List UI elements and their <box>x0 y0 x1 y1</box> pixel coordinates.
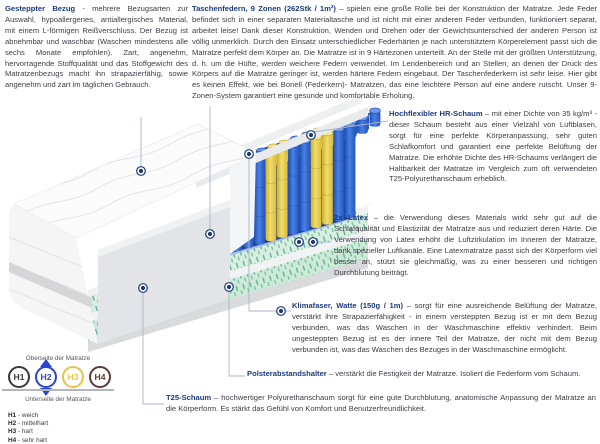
hardness-circle-h3: H3 <box>62 366 84 388</box>
callout-dot-polster <box>225 283 234 292</box>
section-klimafaser: Klimafaser, Watte (150g / 1m) – sorgt für eine ausreichende Belüftung der Matratze, verstärkt ihre Strapazierfähigkeit - in einem versteppten Bezug ist er mit dem Bezug verbunden, was das Waschen in der Waschmaschine effektiv verhindert. Beim ungesteppten Bezug ist es der innere Teil der Matratze, der nicht mit dem Bezug verbunden ist, was das Waschen des Bezuges in der Waschmaschine ermöglicht. <box>292 301 597 354</box>
section-body: die Verwendung dieses Materials wirkt sehr gut auf die Schlafqualität und Elastizität der Matratze aus und reduziert deren Härte. Die Verwendung von Latex erhöht die Luftzirkulation im Inneren der Matratze, dank spezieller Luftkanäle. Eine Latexmatratze passt sich der Körperform viel besser an, stützt sie gleichmäßig, was zu einer besseren und richtigen Durchblutung beiträgt. <box>334 213 597 277</box>
section-heading: Taschenfedern, 9 Zonen (262Stk / 1m²) <box>192 4 336 13</box>
callout-dot-hr-foam <box>307 131 316 140</box>
section-polsterabstandshalter: Polsterabstandshalter – verstärkt die Festigkeit der Matratze. Isoliert die Federform vom Schaum. <box>247 369 581 378</box>
legend-baseline <box>2 389 114 391</box>
section-body: verstärkt die Festigkeit der Matratze. Isoliert die Federform vom Schaum. <box>335 369 581 378</box>
section-heading: 2x Latex <box>334 213 369 222</box>
hardness-list-item: H3 - hart <box>8 428 33 436</box>
section-body: mit einer Dichte von 35 kg/m³ - dieser Schaum besteht aus einer Vielzahl von Luftblasen, sorgt für eine perfekte Körperanpassung, sehr guten Schlafkomfort und garantiert eine perfekte Belüftung der Matratze. Die erhöhte Dichte des HR-Schaums verlängert die Haltbarkeit der Matratze im Vergleich zum oft verwendeten T25-Polyurethanschaum erheblich. <box>389 109 597 184</box>
hardness-circle-h2-selected: H2 <box>35 366 57 388</box>
section-body: mehrere Bezugsarten zur Auswahl, hypoallergenes, antiallergisches Material, mit einem L-förmigen Reißverschluss. Der Bezug ist abnehmbar und waschbar (Waschen mindestens alle sechs Monate empfohlen). Zart, angenehm, hervorragende Stoffqualität und das Stoffgewicht des Matratzenbezugs macht ihn strapazierfähig, sowie angenehm und zart im täglichen Gebrauch. <box>5 4 189 90</box>
section-body: spielen eine große Rolle bei der Konstruktion der Matratze. Jede Feder befindet sich in einer separaten Materialtasche und ist nicht mit einer anderen Feder verbunden, funktioniert separat, arbeitet leise! Dank dieser Konstruktion, Wenden und Drehen oder der Gewichtsunterschied der anderen Person ist völlig unmerklich. Durch den Einsatz unterschiedlicher Federhärten je nach unterstütztem Körperelement passt sich die Matratze perfekt dem Körper an. Die Matratze ist in 9 Härtezonen unterteilt. An der Stelle mit der größten Unterstützung, d. h. um die Hüfte, werden weichere Federn verwendet. Im Lendenbereich und an Stellen, an denen der Druck des Körpers auf die Matratze geringer ist, werden härtere Federn eingebaut. Der Taschenfederkern ist sehr leise. Hier gibt es keinen Effekt, wie bei Bonell (Federkern)- Matratzen, das eine leichtere Person auf eine andere rutscht. Unser 9-Zonen-System garantiert eine gesunde und komfortable Erholung. <box>192 4 597 101</box>
section-body: hochwertiger Polyurethanschaum sorgt für eine gute Durchblutung, anatomische Anpassung der Matratze an die Körperform. Es stärkt das Gefühl von Komfort und Benutzerfreundlichkeit. <box>166 393 596 413</box>
section-hr-schaum: Hochflexibler HR-Schaum – mit einer Dichte von 35 kg/m³ - dieser Schaum besteht aus einer Vielzahl von Luftblasen, sorgt für eine perfekte Körperanpassung, sehr guten Schlafkomfort und garantiert eine perfekte Belüftung der Matratze. Die erhöhte Dichte des HR-Schaums verlängert die Haltbarkeit der Matratze im Vergleich zum oft verwendeten T25-Polyurethanschaum erheblich. <box>389 109 597 184</box>
section-t25-schaum: T25-Schaum – hochwertiger Polyurethanschaum sorgt für eine gute Durchblutung, anatomische Anpassung der Matratze an die Körperform. Es stärkt das Gefühl von Komfort und Benutzerfreundlichkeit. <box>166 393 596 413</box>
hardness-legend <box>0 350 132 444</box>
hardness-list-item: H4 - sehr hart <box>8 436 48 444</box>
section-heading: Polsterabstandshalter <box>247 369 327 378</box>
section-gesteppter-bezug: Gesteppter Bezug - mehrere Bezugsarten zur Auswahl, hypoallergenes, antiallergisches Material, mit einem L-förmigen Reißverschluss. Der Bezug ist abnehmbar und waschbar (Waschen mindestens alle sechs Monate empfohlen). Zart, angenehm, hervorragende Stoffqualität und das Stoffgewicht des Matratzenbezugs macht ihn strapazierfähig, sowie angenehm und zart im täglichen Gebrauch. <box>5 4 189 90</box>
callout-dot-latex-2 <box>309 238 318 247</box>
hardness-list-item: H2 - mittelhart <box>8 420 49 428</box>
section-2x-latex: 2x Latex – die Verwendung dieses Materials wirkt sehr gut auf die Schlafqualität und Elastizität der Matratze aus und reduziert deren Härte. Die Verwendung von Latex erhöht die Luftzirkulation im Inneren der Matratze, dank spezieller Luftkanäle. Eine Latexmatratze passt sich der Körperform viel besser an, stützt sie gleichmäßig, was zu einer besseren und richtigen Durchblutung beiträgt. <box>334 213 597 277</box>
hardness-circle-h1: H1 <box>8 366 30 388</box>
callout-dot-klimafaser-a <box>245 150 254 159</box>
selected-hardness-arrow-up-icon <box>40 359 52 367</box>
section-heading: T25-Schaum <box>166 393 212 402</box>
callout-dot-t25 <box>139 284 148 293</box>
section-taschenfedern: Taschenfedern, 9 Zonen (262Stk / 1m²) – spielen eine große Rolle bei der Konstruktion der Matratze. Jede Feder befindet sich in einer separaten Materialtasche und ist nicht mit einer anderen Feder verbunden, funktioniert separat, arbeitet leise! Dank dieser Konstruktion, Wenden und Drehen oder der Gewichtsunterschied der anderen Person ist völlig unmerklich. Durch den Einsatz unterschiedlicher Federhärten je nach unterstütztem Körperelement passt sich die Matratze perfekt dem Körper an. Die Matratze ist in 9 Härtezonen unterteilt. An der Stelle mit der größten Unterstützung, d. h. um die Hüfte, werden weichere Federn verwendet. Im Lendenbereich und an Stellen, an denen der Druck des Körpers auf die Matratze geringer ist, werden härtere Federn eingebaut. Der Taschenfederkern ist sehr leise. Hier gibt es keinen Effekt, wie bei Bonell (Federkern)- Matratzen, das eine leichtere Person auf eine andere rutscht. Unser 9-Zonen-System garantiert eine gesunde und komfortable Erholung. <box>192 4 597 101</box>
callout-dot-cover <box>137 167 146 176</box>
section-body: sorgt für eine ausreichende Belüftung der Matratze, verstärkt ihre Strapazierfähigkeit - in einem versteppten Bezug ist er mit dem Bezug verbunden, was das Waschen in der Waschmaschine effektiv verhindert. Beim ungesteppten Bezug ist es der innere Teil der Matratze, der nicht mit dem Bezug verbunden ist, was das Waschen des Bezuges in der Waschmaschine ermöglicht. <box>292 301 597 354</box>
callout-dot-klimafaser-b <box>277 307 286 316</box>
hardness-list <box>8 412 48 444</box>
section-heading: Klimafaser, Watte (150g / 1m) <box>292 301 404 310</box>
section-heading: Hochflexibler HR-Schaum <box>389 109 483 118</box>
hardness-list-item: H1 - weich <box>8 412 39 419</box>
hardness-circle-h4: H4 <box>89 366 111 388</box>
callout-dot-latex-1 <box>295 238 304 247</box>
bottomside-label: Unterseite der Matratze <box>25 396 91 403</box>
callout-dot-springs <box>206 230 215 239</box>
topside-label: Oberseite der Matratze <box>25 355 91 362</box>
section-heading: Gesteppter Bezug <box>5 4 76 13</box>
hardness-circles <box>0 366 132 388</box>
